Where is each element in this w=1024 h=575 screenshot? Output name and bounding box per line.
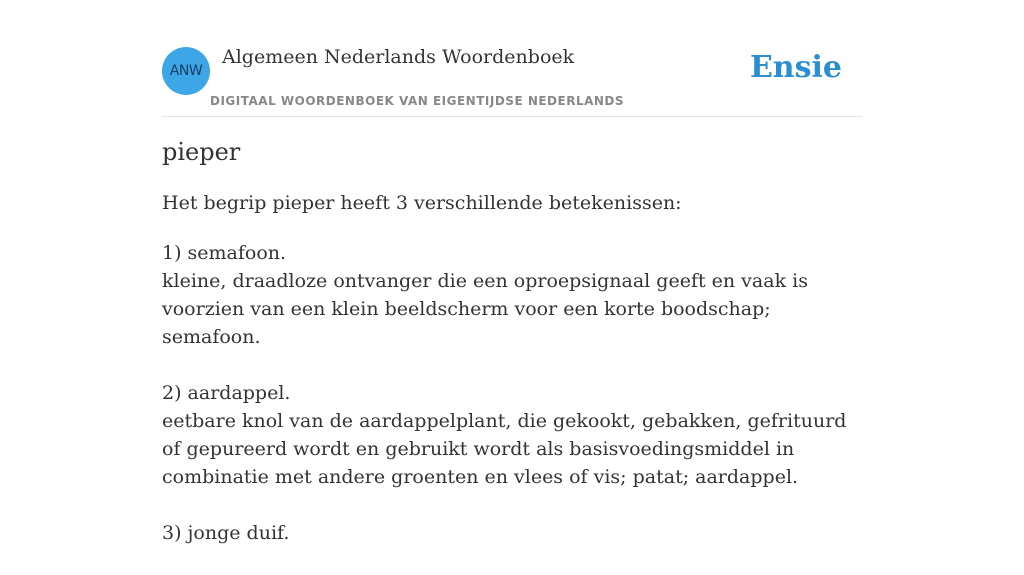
site-subtitle: DIGITAAL WOORDENBOEK VAN EIGENTIJDSE NEDERLANDS — [210, 94, 625, 108]
meaning-head: 3) jonge duif. — [162, 522, 290, 544]
meaning-item — [162, 239, 862, 351]
meaning-item — [162, 519, 862, 547]
meaning-head: 2) aardappel. — [162, 382, 291, 404]
meaning-item — [162, 379, 862, 491]
entry-intro: Het begrip pieper heeft 3 verschillende betekenissen: — [162, 192, 682, 214]
page-container — [162, 0, 862, 544]
entry-word: pieper — [162, 138, 241, 166]
header — [162, 0, 862, 117]
site-title[interactable]: Algemeen Nederlands Woordenboek — [222, 46, 575, 68]
meaning-definition: kleine, draadloze ontvanger die een oproepsignaal geeft en vaak is voorzien van een klein beeldscherm voor een korte boodschap; semafoon. — [162, 270, 808, 348]
meaning-head: 1) semafoon. — [162, 242, 287, 264]
anw-logo[interactable]: ANW — [162, 47, 210, 95]
meanings-list — [162, 239, 862, 575]
ensie-brand-logo[interactable]: Ensie — [749, 50, 842, 85]
meaning-definition: eetbare knol van de aardappelplant, die gekookt, gebakken, gefrituurd of gepureerd wordt en gebruikt wordt als basisvoedingsmiddel in combinatie met andere groenten en vlees of vis; patat; aardappel. — [162, 410, 847, 488]
